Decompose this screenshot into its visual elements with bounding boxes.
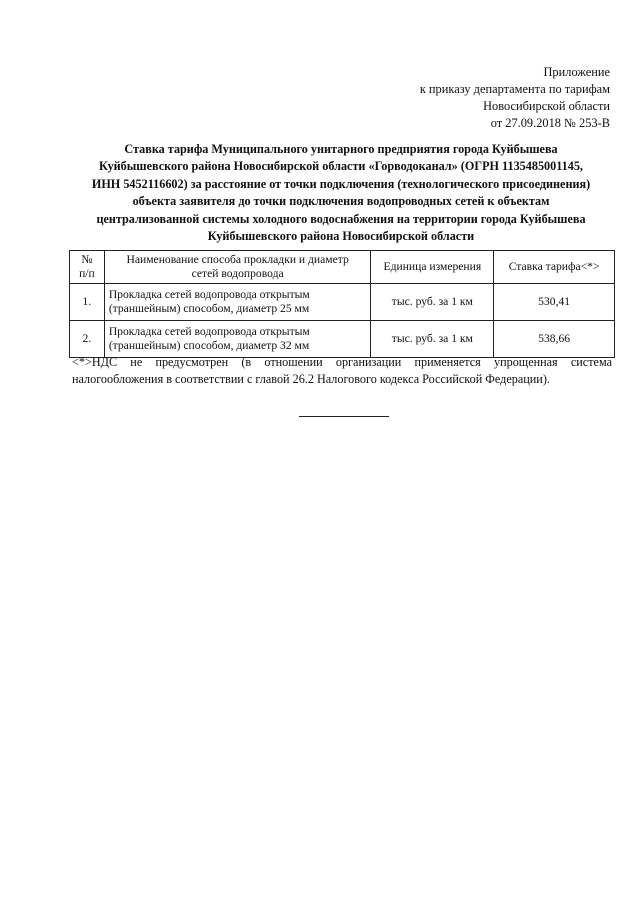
title-line: Куйбышевского района Новосибирской области «Горводоканал» (ОГРН 1135485001145, bbox=[99, 159, 583, 174]
column-header-unit: Единица измерения bbox=[371, 251, 494, 284]
column-header-number bbox=[70, 251, 105, 284]
appendix-header bbox=[420, 64, 610, 132]
row-name bbox=[104, 321, 371, 358]
order-reference: к приказу департамента по тарифам bbox=[419, 82, 610, 96]
row-rate: 538,66 bbox=[494, 321, 615, 358]
end-divider bbox=[299, 416, 389, 417]
table-row bbox=[70, 321, 615, 358]
row-number: 1. bbox=[70, 284, 105, 321]
row-name-text: (траншейным) способом, диаметр 25 мм bbox=[108, 302, 310, 315]
tariff-table bbox=[69, 250, 615, 358]
row-name-text: Прокладка сетей водопровода открытым bbox=[108, 325, 310, 338]
title-line: централизованной системы холодного водоснабжения на территории города Куйбышева bbox=[96, 211, 586, 226]
header-text: п/п bbox=[79, 267, 95, 280]
document-title bbox=[70, 141, 612, 245]
title-line: ИНН 5452116602) за расстояние от точки подключения (технологического присоединения) bbox=[91, 176, 591, 191]
region-name: Новосибирской области bbox=[483, 99, 610, 113]
row-unit: тыс. руб. за 1 км bbox=[371, 321, 494, 358]
order-date-number: от 27.09.2018 № 253-В bbox=[490, 116, 610, 130]
header-text: сетей водопровода bbox=[191, 267, 284, 280]
row-name-text: Прокладка сетей водопровода открытым bbox=[108, 288, 310, 301]
row-unit: тыс. руб. за 1 км bbox=[371, 284, 494, 321]
title-line: Ставка тарифа Муниципального унитарного предприятия города Куйбышева bbox=[124, 142, 558, 156]
row-name-text: (траншейным) способом, диаметр 32 мм bbox=[108, 339, 310, 352]
footnote: <*>НДС не предусмотрен (в отношении организации применяется упрощенная система налогообложения в соответствии с главой 26.2 Налогового кодекса Российской Федерации). bbox=[72, 355, 612, 386]
column-header-rate: Ставка тарифа<*> bbox=[494, 251, 615, 284]
row-rate: 530,41 bbox=[494, 284, 615, 321]
header-text: Наименование способа прокладки и диаметр bbox=[126, 253, 349, 266]
title-line: объекта заявителя до точки подключения водопроводных сетей к объектам bbox=[132, 194, 550, 209]
column-header-name bbox=[104, 251, 371, 284]
appendix-label: Приложение bbox=[543, 65, 610, 79]
row-number: 2. bbox=[70, 321, 105, 358]
table-header-row bbox=[70, 251, 615, 284]
title-line: Куйбышевского района Новосибирской области bbox=[207, 229, 475, 244]
row-name bbox=[104, 284, 371, 321]
table-row bbox=[70, 284, 615, 321]
header-text: № bbox=[81, 253, 93, 266]
